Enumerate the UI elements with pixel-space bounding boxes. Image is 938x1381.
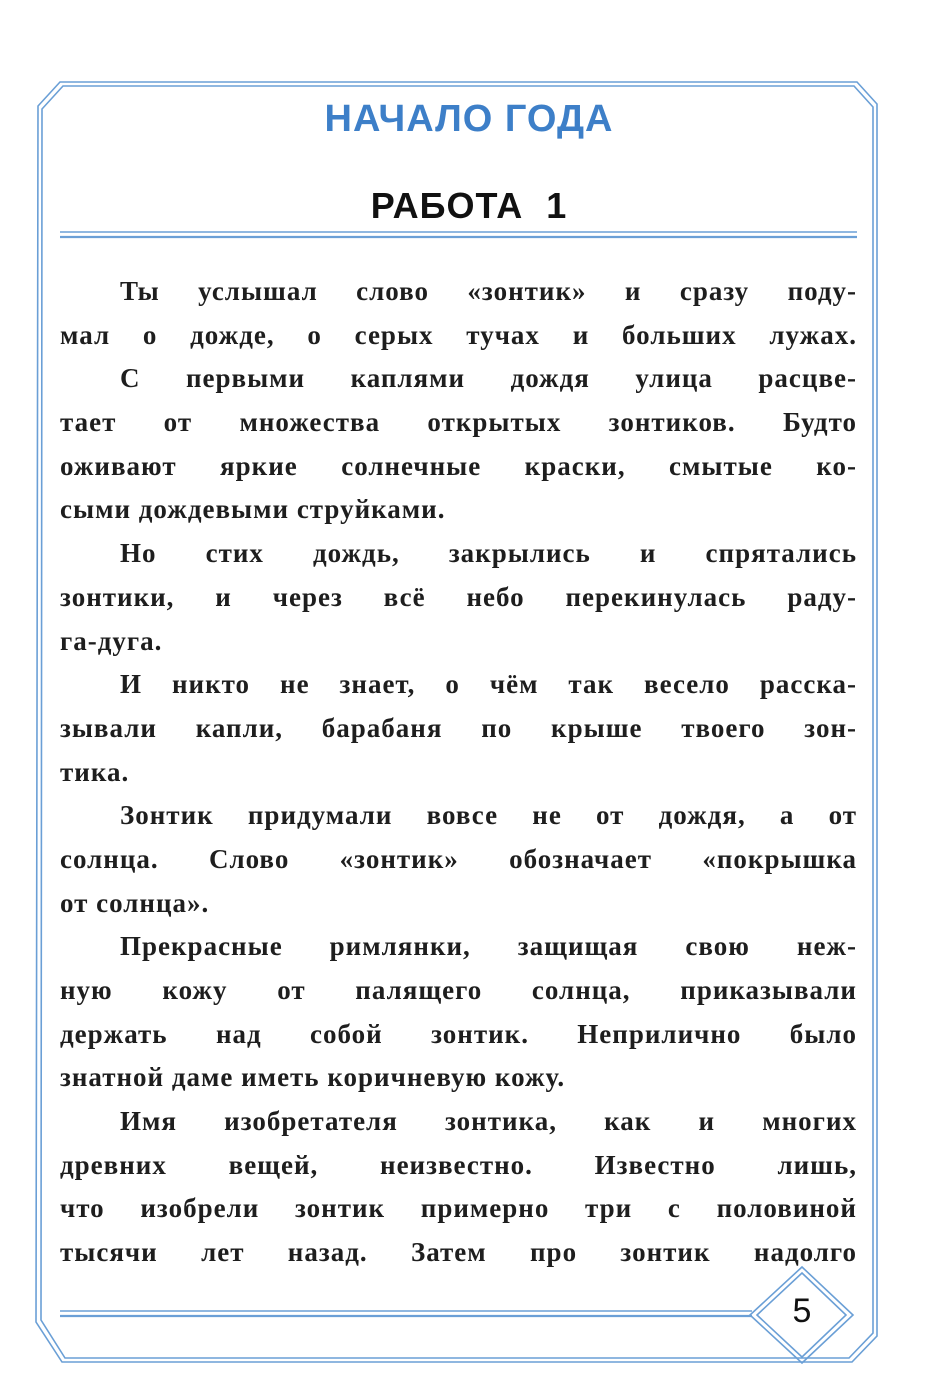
text-line: древних вещей, неизвестно. Известно лишь, (60, 1149, 857, 1180)
body-text (60, 270, 857, 1275)
text-line: мал о дожде, о серых тучах и больших лужах. (60, 319, 857, 350)
work-title: РАБОТА 1 (370, 185, 568, 226)
section-title: НАЧАЛО ГОДА (324, 98, 614, 140)
text-line: Имя изобретателя зонтика, как и многих (120, 1106, 857, 1137)
text-line: от солнца». (60, 887, 210, 918)
text-line: Прекрасные римлянки, защищая свою неж- (120, 931, 857, 962)
text-line: тысячи лет назад. Затем про зонтик надолго (60, 1237, 857, 1268)
text-line: сыми дождевыми струйками. (60, 494, 446, 525)
text-line: тика. (60, 756, 130, 787)
text-line: зонтики, и через всё небо перекинулась раду- (60, 581, 857, 612)
text-line: оживают яркие солнечные краски, смытые ко- (60, 450, 857, 481)
text-line: что изобрели зонтик примерно три с половиной (60, 1193, 857, 1224)
text-line: Но стих дождь, закрылись и спрятались (120, 538, 857, 569)
text-line: ную кожу от палящего солнца, приказывали (60, 975, 857, 1005)
text-line: знатной даме иметь коричневую кожу. (60, 1062, 566, 1093)
text-line: держать над собой зонтик. Неприлично было (60, 1018, 857, 1049)
text-line: Зонтик придумали вовсе не от дождя, а от (120, 800, 857, 831)
text-line: зывали капли, барабаня по крыше твоего зон- (60, 712, 857, 743)
text-line: га-дуга. (60, 625, 163, 656)
text-line: С первыми каплями дождя улица расцве- (120, 363, 857, 394)
text-line: солнца. Слово «зонтик» обозначает «покрышка (60, 843, 857, 874)
text-line: Ты услышал слово «зонтик» и сразу поду- (120, 276, 857, 306)
text-line: тает от множества открытых зонтиков. Будто (60, 407, 857, 438)
text-line: И никто не знает, о чём так весело расска- (120, 669, 857, 700)
page-number: 5 (792, 1292, 812, 1330)
